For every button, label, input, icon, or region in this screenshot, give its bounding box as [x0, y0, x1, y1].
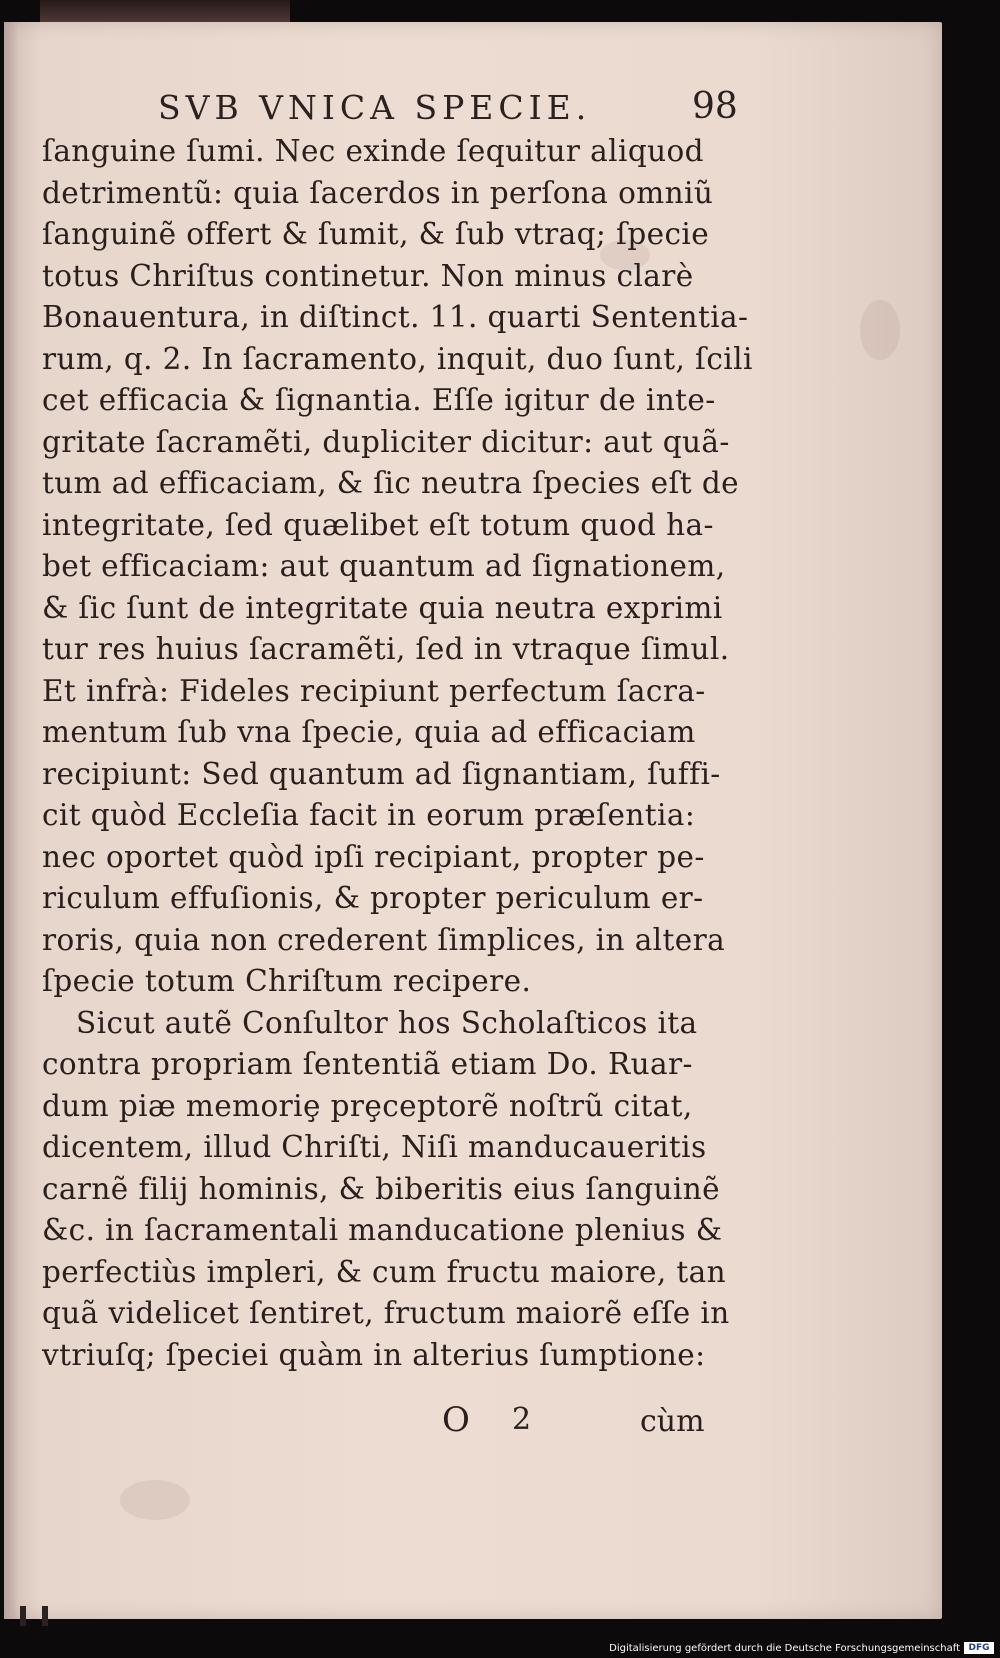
text-line: perfectiùs impleri, & cum fructu maiore, tan	[42, 1254, 727, 1289]
text-line: tum ad efficaciam, & ſic neutra ſpecies eſt de	[42, 466, 739, 500]
text-line: nec oportet quòd ipſi recipiant, propter pe-	[42, 839, 705, 874]
text-line: mentum ſub vna ſpecie, quia ad efficaciam	[42, 715, 696, 749]
signature-mark: O	[442, 1400, 470, 1440]
text-line: riculum effuſionis, & propter periculum er-	[42, 881, 704, 915]
text-line: ſanguine ſumi. Nec exinde ſequitur aliquod	[42, 134, 704, 168]
paragraph-start-line: Sicut autẽ Conſultor hos Scholaſticos ita	[76, 1005, 698, 1040]
page-number: 98	[692, 86, 738, 127]
text-line: integritate, ſed quælibet eſt totum quod ha-	[42, 507, 714, 542]
text-line: ſpecie totum Chriſtum recipere.	[42, 964, 532, 998]
text-line: Bonauentura, in diſtinct. 11. quarti Sententia-	[42, 300, 749, 334]
text-line: vtriuſq; ſpeciei quàm in alterius ſumptione:	[42, 1337, 706, 1372]
text-line: quã videlicet ſentiret, fructum maiorẽ eſſe in	[42, 1296, 730, 1330]
text-line: tur res huius ſacramẽti, ſed in vtraque ſimul.	[42, 632, 730, 666]
text-line: totus Chriſtus continetur. Non minus clarè	[42, 258, 694, 293]
dfg-logo: DFG	[964, 1642, 994, 1654]
catchword: cùm	[640, 1404, 705, 1439]
text-line: carnẽ filij hominis, & biberitis eius ſanguinẽ	[42, 1171, 721, 1206]
text-line: roris, quia non crederent ſimplices, in altera	[42, 922, 726, 957]
text-line: ſanguinẽ offert & ſumit, & ſub vtraq; ſpecie	[42, 217, 710, 251]
text-line: gritate ſacramẽti, dupliciter dicitur: aut quã-	[42, 424, 730, 459]
binding-thread-marks	[20, 1606, 80, 1628]
text-line: cet efficacia & ſignantia. Eſſe igitur de inte-	[42, 383, 716, 417]
text-line: &c. in ſacramentali manducatione plenius &	[42, 1213, 723, 1247]
text-line: Et infrà: Fideles recipiunt perfectum ſacra-	[42, 673, 706, 708]
text-line: dicentem, illud Chriſti, Niſi manducaueritis	[42, 1130, 707, 1164]
text-line: detrimentũ: quia ſacerdos in perſona omniũ	[42, 175, 714, 210]
text-line: dum piæ memoriȩ prȩceptorẽ noſtrũ citat,	[42, 1088, 693, 1123]
text-line: contra propriam ſententiã etiam Do. Ruar-	[42, 1047, 693, 1081]
text-line: & ſic ſunt de integritate quia neutra exprimi	[42, 590, 723, 625]
digitization-credit: Digitalisierung gefördert durch die Deutsche Forschungsgemeinschaft	[609, 1643, 960, 1654]
signature-number: 2	[512, 1402, 532, 1437]
text-line: bet efficaciam: aut quantum ad ſignationem,	[42, 549, 726, 583]
running-head: SVB VNICA SPECIE.	[158, 88, 592, 127]
text-line: recipiunt: Sed quantum ad ſignantiam, ſuffi-	[42, 756, 721, 791]
text-line: cit quòd Eccleſia facit in eorum præſentia:	[42, 798, 696, 832]
text-line: rum, q. 2. In ſacramento, inquit, duo ſunt, ſcili	[42, 341, 753, 376]
